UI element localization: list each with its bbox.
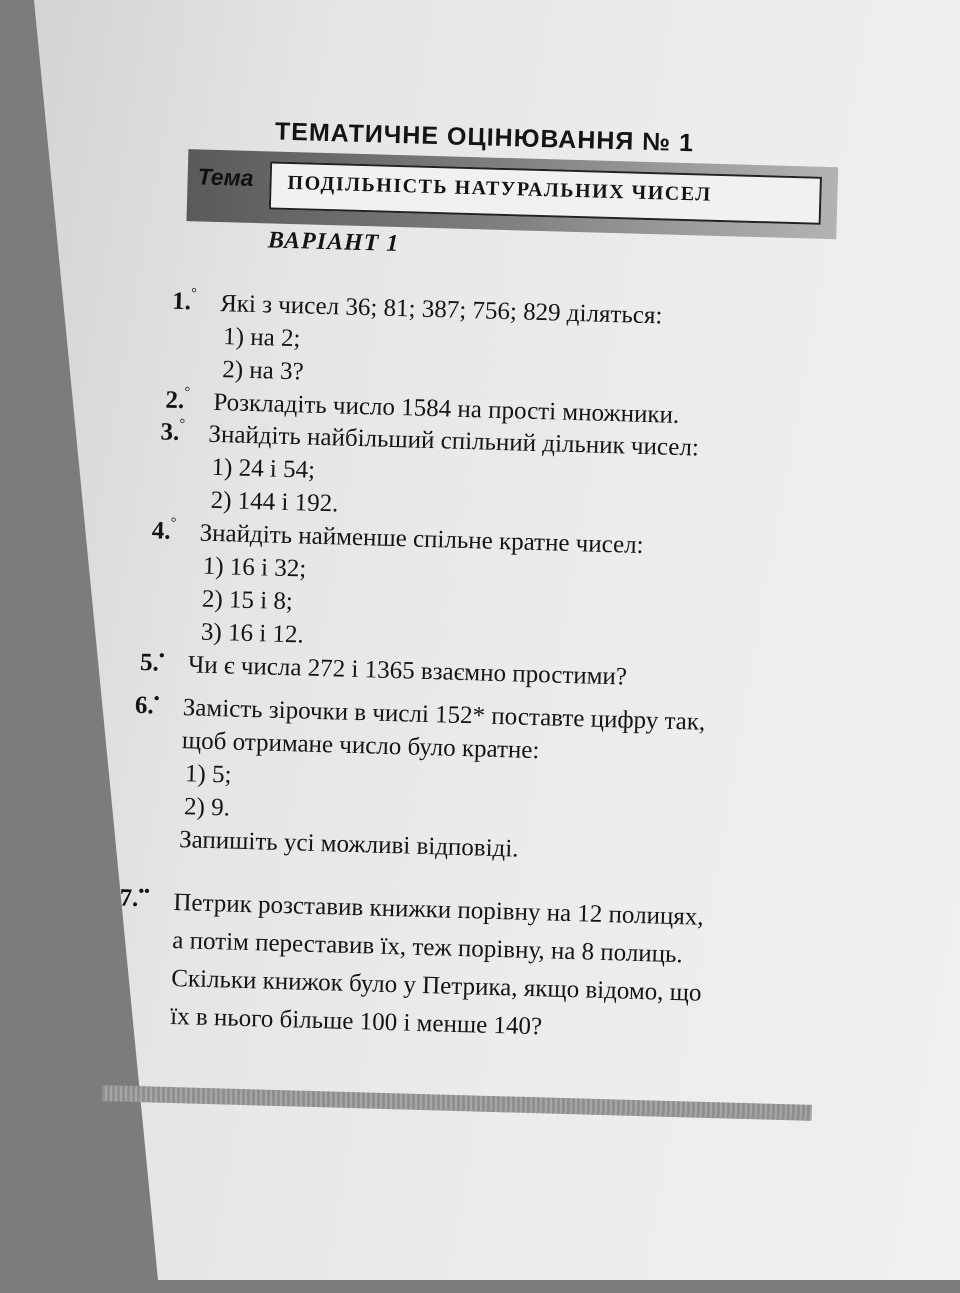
task-option: 1) на 2; bbox=[222, 323, 301, 353]
task-option: 2) 15 і 8; bbox=[201, 585, 294, 616]
task-option: 2) 144 і 192. bbox=[210, 486, 339, 518]
tema-label: Тема bbox=[197, 163, 254, 191]
task-option: 1) 5; bbox=[184, 760, 232, 789]
task-number: 3.° bbox=[160, 416, 186, 446]
task-option: 3) 16 і 12. bbox=[200, 618, 305, 649]
task-4 bbox=[197, 517, 645, 661]
task-text: Чи є числа 272 і 1365 взаємно простими? bbox=[187, 651, 628, 691]
task-number: 2.° bbox=[165, 385, 191, 415]
task-number: 7.•• bbox=[119, 883, 150, 913]
task-3 bbox=[206, 418, 699, 531]
task-option: 2) 9. bbox=[183, 793, 231, 822]
task-text: Замість зірочки в числі 152* поставте цифру так, bbox=[182, 694, 706, 736]
task-text: щоб отримане число було кратне: bbox=[181, 727, 540, 765]
topic-title: ПОДІЛЬНІСТЬ НАТУРАЛЬНИХ ЧИСЕЛ bbox=[287, 171, 713, 206]
task-text: Розкладіть число 1584 на прості множники. bbox=[213, 388, 680, 429]
task-text: Петрик розставив книжки порівну на 12 полицях, bbox=[173, 889, 705, 931]
task-number: 1.° bbox=[171, 286, 197, 316]
task-number: 4.° bbox=[151, 515, 177, 545]
task-option: 1) 16 і 32; bbox=[202, 552, 307, 583]
variant-heading: ВАРІАНТ 1 bbox=[267, 227, 400, 258]
bottom-divider bbox=[102, 1085, 812, 1121]
task-number: 6.• bbox=[134, 690, 160, 720]
task-text: Які з чисел 36; 81; 387; 756; 829 діляться: bbox=[219, 290, 663, 330]
task-text: їх в нього більше 100 і менше 140? bbox=[169, 1002, 543, 1041]
task-number: 5.• bbox=[139, 647, 165, 677]
page-title: ТЕМАТИЧНЕ ОЦІНЮВАННЯ № 1 bbox=[274, 117, 695, 158]
task-text: а потім переставив їх, теж порівну, на 8 полиць. bbox=[171, 926, 684, 969]
task-option: 1) 24 і 54; bbox=[211, 453, 316, 484]
task-text: Знайдіть найбільший спільний дільник чисел: bbox=[208, 420, 700, 462]
task-note: Запишіть усі можливі відповіді. bbox=[178, 826, 519, 863]
task-option: 2) на 3? bbox=[221, 356, 305, 386]
task-1 bbox=[218, 287, 663, 398]
task-6 bbox=[179, 691, 706, 871]
task-7 bbox=[170, 884, 704, 1051]
task-text: Знайдіть найменше спільне кратне чисел: bbox=[199, 519, 644, 559]
task-text: Скільки книжок було у Петрика, якщо відомо, що bbox=[170, 964, 702, 1007]
